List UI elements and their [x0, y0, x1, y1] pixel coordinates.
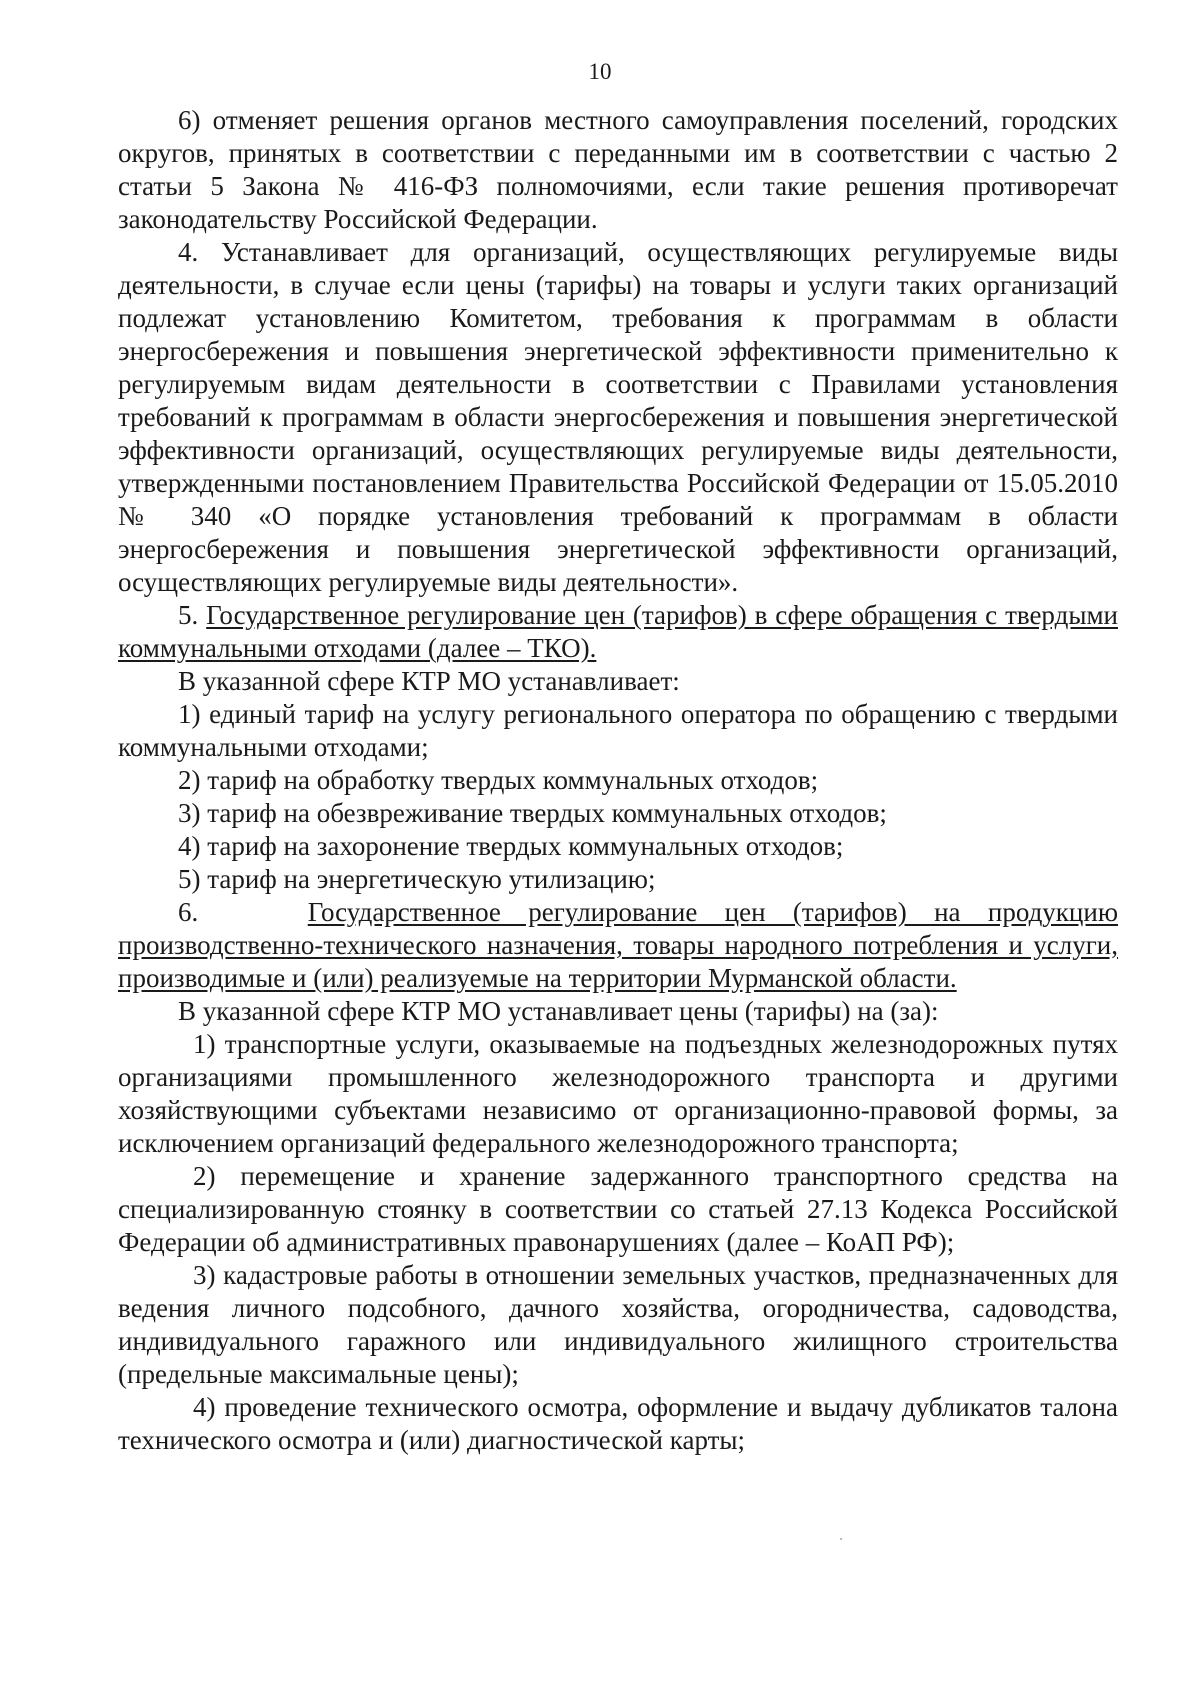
section-6-item-3: 3) кадастровые работы в отношении земельных участков, предназначенных для ведения личного подсобного, дачного хозяйства, огородничества, садоводства, индивидуального гаражного или индивидуального жилищного строительства (предельные максимальные цены);: [118, 1260, 1118, 1389]
section-5-item-3: 3) тариф на обезвреживание твердых коммунальных отходов;: [178, 798, 887, 828]
section-5-heading: [118, 599, 1118, 665]
section-5-item-2: 2) тариф на обработку твердых коммунальных отходов;: [178, 765, 819, 795]
document-body: [118, 104, 1118, 1457]
section-6-intro: В указанной сфере КТР МО устанавливает цены (тарифы) на (за):: [178, 996, 939, 1026]
scan-dot: [840, 1538, 842, 1540]
section-6-item-1: 1) транспортные услуги, оказываемые на подъездных железнодорожных путях организациями промышленного железнодорожного транспорта и другими хозяйствующими субъектами независимо от организационно-правовой формы, за исключением организаций федерального железнодорожного транспорта;: [118, 1029, 1118, 1158]
section-6-heading: [118, 896, 1118, 995]
paragraph-point-4: 4. Устанавливает для организаций, осуществляющих регулируемые виды деятельности, в случае если цены (тарифы) на товары и услуги таких организаций подлежат установлению Комитетом, требования к программам в области энергосбережения и повышения энергетической эффективности применительно к регулируемым видам деятельности в соответствии с Правилами установления требований к программам в области энергосбережения и повышения энергетической эффективности организаций, осуществляющих регулируемые виды деятельности, утвержденными постановлением Правительства Российской Федерации от 15.05.2010 № 340 «О порядке установления требований к программам в области энергосбережения и повышения энергетической эффективности организаций, осуществляющих регулируемые виды деятельности».: [118, 237, 1118, 597]
section-5-item-1: 1) единый тариф на услугу регионального оператора по обращению с твердыми коммунальными отходами;: [118, 699, 1118, 762]
section-5-item-5: 5) тариф на энергетическую утилизацию;: [178, 864, 656, 894]
section-5-item-4: 4) тариф на захоронение твердых коммунальных отходов;: [178, 831, 844, 861]
section-5-intro: В указанной сфере КТР МО устанавливает:: [178, 666, 680, 696]
section-5-number: 5.: [178, 600, 199, 630]
section-6-item-4: 4) проведение технического осмотра, оформление и выдачу дубликатов талона технического осмотра и (или) диагностической карты;: [118, 1392, 1118, 1455]
paragraph-item-6: 6) отменяет решения органов местного самоуправления поселений, городских округов, принятых в соответствии с переданными им в соответствии с частью 2 статьи 5 Закона № 416-ФЗ полномочиями, если такие решения противоречат законодательству Российской Федерации.: [118, 105, 1118, 234]
section-5-title: Государственное регулирование цен (тарифов) в сфере обращения с твердыми коммунальными отходами (далее – ТКО).: [118, 600, 1118, 663]
section-6-item-2: 2) перемещение и хранение задержанного транспортного средства на специализированную стоянку в соответствии со статьей 27.13 Кодекса Российской Федерации об административных правонарушениях (далее – КоАП РФ);: [118, 1161, 1118, 1257]
section-6-title: Государственное регулирование цен (тарифов) на продукцию производственно-технического назначения, товары народного потребления и услуги, производимые и (или) реализуемые на территории Мурманской области.: [118, 897, 1118, 993]
section-6-number: 6.: [178, 897, 199, 927]
page-number: 10: [588, 59, 612, 84]
